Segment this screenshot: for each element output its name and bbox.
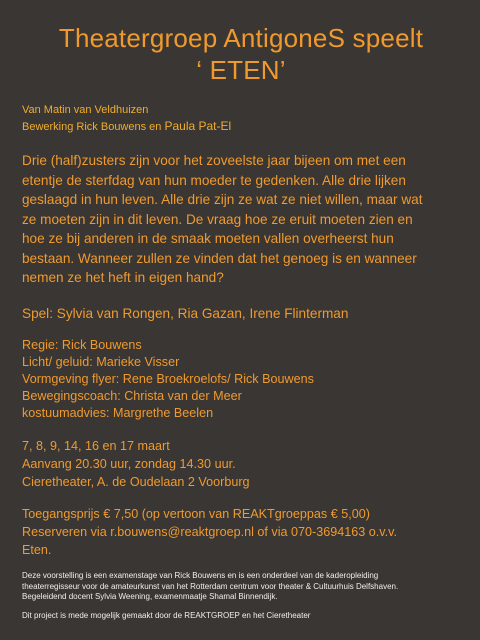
synopsis-line: geslaagd in hun leven. Alle drie zijn ze wat ze niet willen, maar wat [22,192,423,207]
times-line: Aanvang 20.30 uur, zondag 14.30 uur. [22,457,236,471]
dates-line: 7, 8, 9, 14, 16 en 17 maart [22,439,170,453]
synopsis-line: etentje de sterfdag van hun moeder te gedenken. Alle drie lijken [22,172,406,188]
footnote [22,571,460,603]
tickets [22,505,460,559]
adaptation-credit [22,118,460,135]
adaptation-credit-extra: Paula Pat-El [164,119,232,133]
reservation-line: Reserveren via r.bouwens@reaktgroep.nl of via 070-3694163 o.v.v. [22,525,397,539]
flyer-title [22,22,460,86]
title-line-1: Theatergroep AntigoneS speelt [58,23,424,53]
crew-item: Bewegingscoach: Christa van der Meer [22,389,242,403]
performance-dates [22,437,460,491]
credits [22,102,460,135]
title-line-2: ‘ ETEN’ [196,55,286,85]
sponsor-note [22,611,460,622]
synopsis-line: Drie (half)zusters zijn voor het zoveelste jaar bijeen om met een [22,153,406,168]
sponsor-line: Dit project is mede mogelijk gemaakt door de REAKTGROEP en het Cieretheater [22,610,311,620]
footnote-line: Deze voorstelling is een examenstage van Rick Bouwens en is een onderdeel van de kaderopleiding [22,571,379,580]
cast [22,304,460,324]
crew-item: Regie: Rick Bouwens [22,338,142,352]
synopsis-line: ze moeten zijn in dit leven. De vraag hoe ze eruit moeten zien en [22,211,413,227]
crew-item: kostuumadvies: Margrethe Beelen [22,406,214,420]
crew-item: Vormgeving flyer: Rene Broekroelofs/ Rick Bouwens [22,372,314,386]
crew-item: Licht/ geluid: Marieke Visser [22,355,180,369]
synopsis-line: bestaan. Wanneer zullen ze vinden dat het genoeg is en wanneer [22,250,417,266]
synopsis-line: nemen ze het heft in eigen hand? [22,270,224,285]
synopsis [22,151,460,288]
crew-list [22,337,460,422]
footnote-line: Begeleidend docent Sylvia Weening, examenmaatje Shamal Binnendijk. [22,592,278,601]
reservation-line-end: Eten. [22,543,52,557]
adaptation-credit-text: Bewerking Rick Bouwens en [22,121,162,133]
footnote-line: theaterregisseur voor de amateurkunst van het Rotterdam centrum voor theater & Cultuurhuis Delfshaven. [22,581,399,591]
venue-line: Cieretheater, A. de Oudelaan 2 Voorburg [22,475,250,489]
cast-line: Spel: Sylvia van Rongen, Ria Gazan, Irene Flinterman [22,305,349,321]
synopsis-line: hoe ze bij anderen in de smaak moeten vallen overheerst hun [22,231,394,246]
price-line: Toegangsprijs € 7,50 (op vertoon van REAKTgroeppas € 5,00) [22,507,370,521]
author-credit: Van Matin van Veldhuizen [22,104,149,116]
